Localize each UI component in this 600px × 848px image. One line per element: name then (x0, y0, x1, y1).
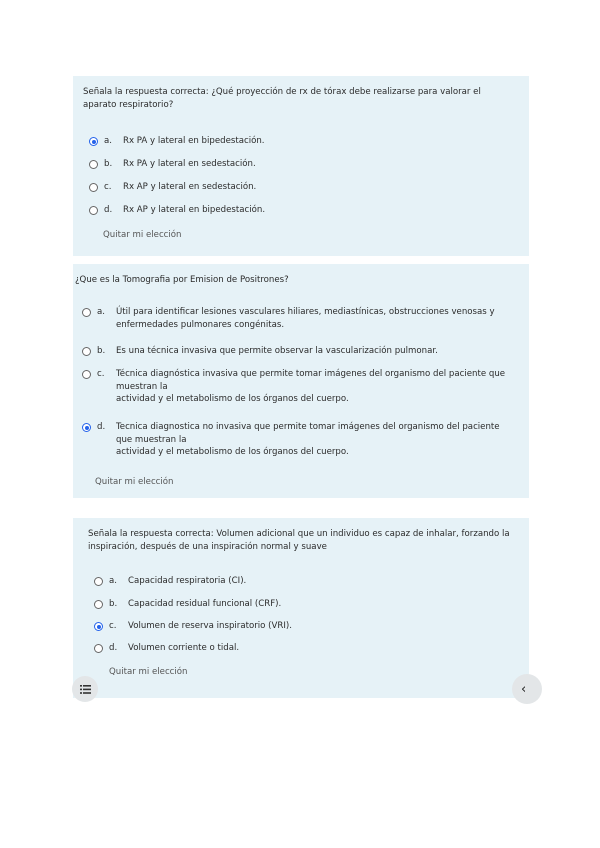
radio-icon[interactable] (89, 183, 98, 192)
option-d[interactable]: d. Tecnica diagnostica no invasiva que permite tomar imágenes del organismo del paciente que muestran la actividad y el metabolismo de los órganos del cuerpo. (82, 421, 500, 459)
option-d[interactable]: d. Rx AP y lateral en bipedestación. (89, 204, 265, 217)
option-a[interactable]: a. Útil para identificar lesiones vasculares hiliares, mediastínicas, obstrucciones venosas y enfermedades pulmonares congénitas. (82, 306, 495, 331)
clear-choice-link[interactable]: Quitar mi elección (95, 477, 174, 487)
question-card-2 (73, 264, 529, 498)
question-card-1 (73, 76, 529, 256)
clear-choice-link[interactable]: Quitar mi elección (109, 667, 188, 677)
radio-checked-icon[interactable] (82, 423, 91, 432)
question-text: ¿Que es la Tomografia por Emision de Positrones? (75, 275, 289, 285)
table-of-contents-button[interactable] (72, 676, 98, 702)
option-b[interactable]: b. Es una técnica invasiva que permite observar la vascularización pulmonar. (82, 345, 438, 358)
option-b[interactable]: b. Capacidad residual funcional (CRF). (94, 598, 281, 611)
option-d[interactable]: d. Volumen corriente o tidal. (94, 642, 239, 655)
option-a[interactable]: a. Capacidad respiratoria (CI). (94, 575, 246, 588)
option-a[interactable]: a. Rx PA y lateral en bipedestación. (89, 135, 265, 148)
radio-checked-icon[interactable] (94, 622, 103, 631)
radio-icon[interactable] (94, 644, 103, 653)
radio-icon[interactable] (94, 600, 103, 609)
radio-checked-icon[interactable] (89, 137, 98, 146)
radio-icon[interactable] (89, 160, 98, 169)
radio-icon[interactable] (94, 577, 103, 586)
radio-icon[interactable] (82, 308, 91, 317)
question-text: Señala la respuesta correcta: ¿Qué proyección de rx de tórax debe realizarse para valorar el aparato respiratorio? (83, 87, 481, 110)
option-c[interactable]: c. Volumen de reserva inspiratorio (VRI). (94, 620, 292, 633)
radio-icon[interactable] (82, 347, 91, 356)
option-c[interactable]: c. Rx AP y lateral en sedestación. (89, 181, 256, 194)
radio-icon[interactable] (89, 206, 98, 215)
chevron-left-icon: ‹ (521, 681, 527, 697)
radio-icon[interactable] (82, 370, 91, 379)
option-b[interactable]: b. Rx PA y lateral en sedestación. (89, 158, 256, 171)
clear-choice-link[interactable]: Quitar mi elección (103, 230, 182, 240)
option-c[interactable]: c. Técnica diagnóstica invasiva que permite tomar imágenes del organismo del paciente que muestran la actividad y el metabolismo de los órganos del cuerpo. (82, 368, 505, 406)
question-text: Señala la respuesta correcta: Volumen adicional que un individuo es capaz de inhalar, forzando la inspiración, después de una inspiración normal y suave (88, 529, 510, 552)
question-card-3 (73, 518, 529, 698)
list-icon (80, 685, 91, 694)
collapse-drawer-button[interactable] (512, 674, 542, 704)
